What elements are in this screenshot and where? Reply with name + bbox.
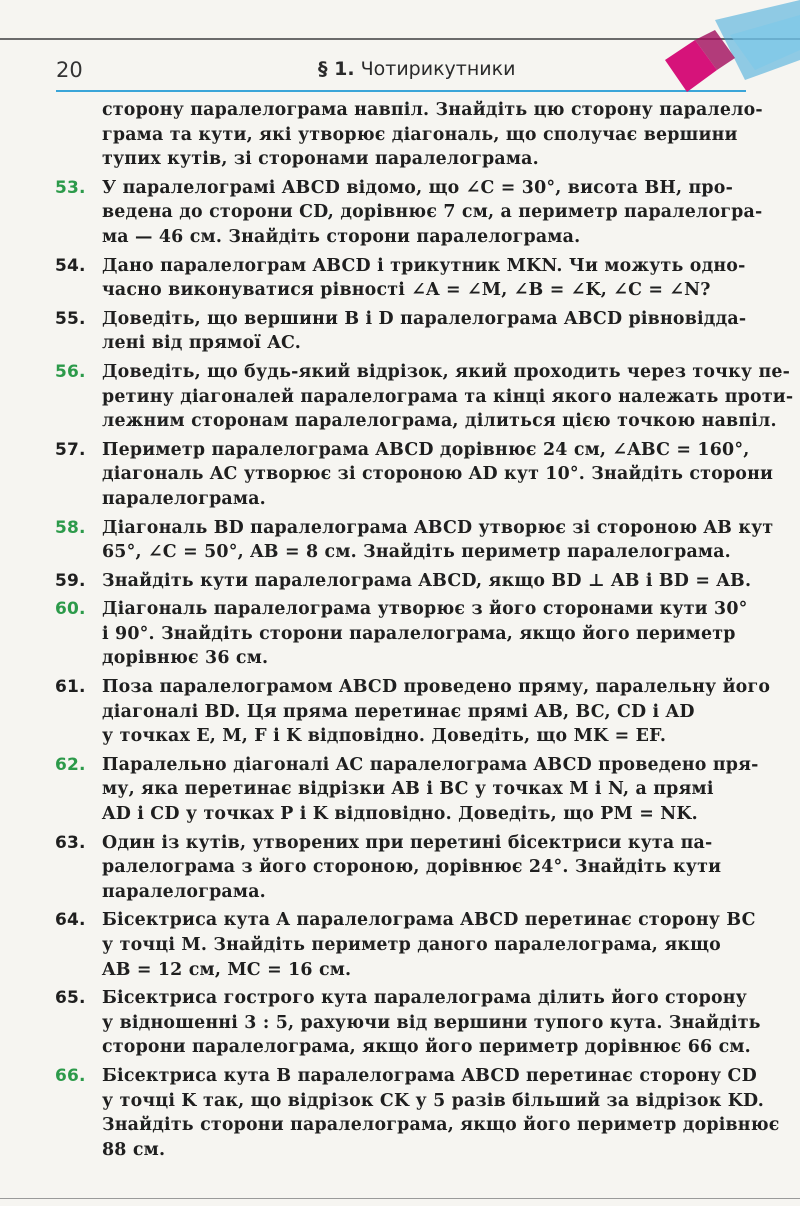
problem-line: [55, 831, 750, 856]
problem-number: 58.: [55, 517, 86, 538]
page-number: 20: [56, 58, 83, 82]
problem-text: ретину діагоналей паралелограма та кінці якого належать проти-: [102, 386, 794, 407]
text-line: [55, 1089, 764, 1114]
problem-text: У паралелограмі ABCD відомо, що ∠C = 30°, висота BH, про-: [102, 177, 734, 198]
text-line: [55, 855, 750, 880]
problem-line: [55, 254, 750, 279]
problem-line: [55, 569, 750, 594]
text-line: [55, 958, 750, 983]
problem-line: [55, 675, 771, 700]
problem-text: Знайдіть сторони паралелограма, якщо його периметр дорівнює: [102, 1115, 780, 1136]
text-line: [55, 409, 777, 434]
problem-text: часно виконуватися рівності ∠A = ∠M, ∠B = ∠K, ∠C = ∠N?: [102, 280, 711, 301]
text-line: [55, 777, 750, 802]
section-title: [318, 58, 515, 80]
text-line: [55, 1011, 761, 1036]
problem-number: 60.: [55, 599, 86, 620]
problem-number: 57.: [55, 439, 86, 460]
problem-line: [55, 597, 750, 622]
problem-number: 59.: [55, 570, 86, 591]
text-line: [55, 98, 763, 123]
text-line: [55, 802, 750, 827]
problem-text: паралелограма.: [102, 881, 266, 902]
text-line: [55, 278, 750, 303]
problem-text: у відношенні 3 : 5, рахуючи від вершини тупого кута. Знайдіть: [102, 1012, 761, 1033]
problem-text: Бісектриса кута A паралелограма ABCD перетинає сторону BC: [102, 910, 756, 931]
problem-text: ведена до сторони CD, дорівнює 7 см, а периметр паралелогра-: [102, 202, 763, 223]
text-line: [55, 646, 750, 671]
text-line: [55, 225, 750, 250]
problem-line: [55, 908, 756, 933]
problem-text: у точці M. Знайдіть периметр даного паралелограма, якщо: [102, 935, 721, 955]
problem-text: Бісектриса гострого кута паралелограма ділить його сторону: [102, 988, 748, 1009]
problem-number: 62.: [55, 754, 86, 775]
problem-text: сторону паралелограма навпіл. Знайдіть цю сторону паралело-: [102, 100, 763, 120]
problem-number: 56.: [55, 361, 86, 382]
problem-text: 88 см.: [102, 1139, 166, 1160]
text-line: [55, 385, 794, 410]
problem-text: грама та кути, які утворює діагональ, що сполучає вершини: [102, 124, 738, 145]
problem-text: у точках E, M, F і K відповідно. Доведіть, що MK = EF.: [102, 726, 667, 747]
problem-line: [55, 1064, 757, 1089]
problem-text: лені від прямої AC.: [102, 333, 302, 354]
text-line: [55, 200, 763, 225]
problem-line: [55, 307, 750, 332]
problem-text: 65°, ∠C = 50°, AB = 8 см. Знайдіть периметр паралелограма.: [102, 542, 731, 563]
text-line: [55, 1138, 750, 1163]
problem-line: [55, 753, 759, 778]
problem-text: ралелограма з його стороною, дорівнює 24°. Знайдіть кути: [102, 857, 722, 878]
problem-text: Периметр паралелограма ABCD дорівнює 24 см, ∠ABC = 160°,: [102, 439, 750, 460]
section-title-text: Чотирикутники: [360, 58, 516, 80]
problem-text: лежним сторонам паралелограма, ділиться цією точкою навпіл.: [102, 411, 777, 432]
problem-text: ма — 46 см. Знайдіть сторони паралелограма.: [102, 226, 581, 247]
problem-text: діагоналі BD. Ця пряма перетинає прямі AB, BC, CD і AD: [102, 701, 695, 722]
problem-line: [55, 438, 750, 463]
problem-text: Бісектриса кута B паралелограма ABCD перетинає сторону CD: [102, 1065, 757, 1086]
text-line: [55, 1035, 750, 1060]
problem-text: Доведіть, що будь-який відрізок, який проходить через точку пе-: [102, 361, 791, 382]
text-line: [55, 700, 750, 725]
problem-text: Паралельно діагоналі AC паралелограма ABCD проведено пря-: [102, 754, 759, 775]
problem-line: [55, 516, 774, 541]
problem-text: паралелограма.: [102, 488, 266, 509]
text-line: [55, 123, 750, 148]
problem-text: тупих кутів, зі сторонами паралелограма.: [102, 149, 539, 170]
problem-text: сторони паралелограма, якщо його периметр дорівнює 66 см.: [102, 1037, 751, 1058]
problem-text: Доведіть, що вершини B і D паралелограма ABCD рівновідда-: [102, 308, 747, 329]
problem-text: Діагональ паралелограма утворює з його сторонами кути 30°: [102, 599, 748, 620]
problem-number: 55.: [55, 308, 86, 329]
text-line: [55, 622, 750, 647]
problem-text: Поза паралелограмом ABCD проведено пряму, паралельну його: [102, 677, 771, 698]
problem-text: дорівнює 36 см.: [102, 648, 269, 669]
text-line: [55, 540, 750, 565]
header-rule: [56, 90, 746, 92]
problem-list: [55, 98, 794, 1162]
problem-line: [55, 360, 791, 385]
problem-text: і 90°. Знайдіть сторони паралелограма, якщо його периметр: [102, 623, 736, 644]
problem-text: Знайдіть кути паралелограма ABCD, якщо BD ⊥ AB і BD = AB.: [102, 570, 752, 591]
corner-decoration-icon: [655, 0, 800, 100]
text-line: [55, 880, 750, 905]
text-line: [55, 462, 774, 487]
problem-text: Діагональ BD паралелограма ABCD утворює зі стороною AB кут: [102, 517, 774, 538]
text-line: [55, 331, 750, 356]
text-line: [55, 487, 750, 512]
problem-number: 65.: [55, 988, 86, 1009]
problem-text: му, яка перетинає відрізки AB і BC у точках M і N, а прямі: [102, 779, 714, 800]
problem-number: 66.: [55, 1065, 86, 1086]
text-line: [55, 933, 750, 958]
problem-text: у точці K так, що відрізок CK у 5 разів більший за відрізок KD.: [102, 1090, 764, 1111]
section-symbol: § 1.: [318, 58, 355, 80]
bottom-rule: [0, 1198, 800, 1199]
problem-line: [55, 986, 750, 1011]
problem-number: 54.: [55, 255, 86, 276]
problem-number: 61.: [55, 677, 86, 698]
text-line: [55, 1113, 780, 1138]
problem-line: [55, 176, 750, 201]
text-line: [55, 147, 750, 172]
text-line: [55, 724, 750, 749]
problem-number: 53.: [55, 177, 86, 198]
problem-text: Один із кутів, утворених при перетині бісектриси кута па-: [102, 832, 713, 853]
problem-text: AD і CD у точках P і K відповідно. Доведіть, що PM = NK.: [102, 804, 698, 825]
problem-text: AB = 12 см, MC = 16 см.: [102, 959, 352, 980]
problem-text: Дано паралелограм ABCD і трикутник MKN. Чи можуть одно-: [102, 255, 746, 276]
problem-number: 63.: [55, 832, 86, 853]
problem-text: діагональ AC утворює зі стороною AD кут 10°. Знайдіть сторони: [102, 464, 774, 485]
problem-number: 64.: [55, 910, 86, 931]
